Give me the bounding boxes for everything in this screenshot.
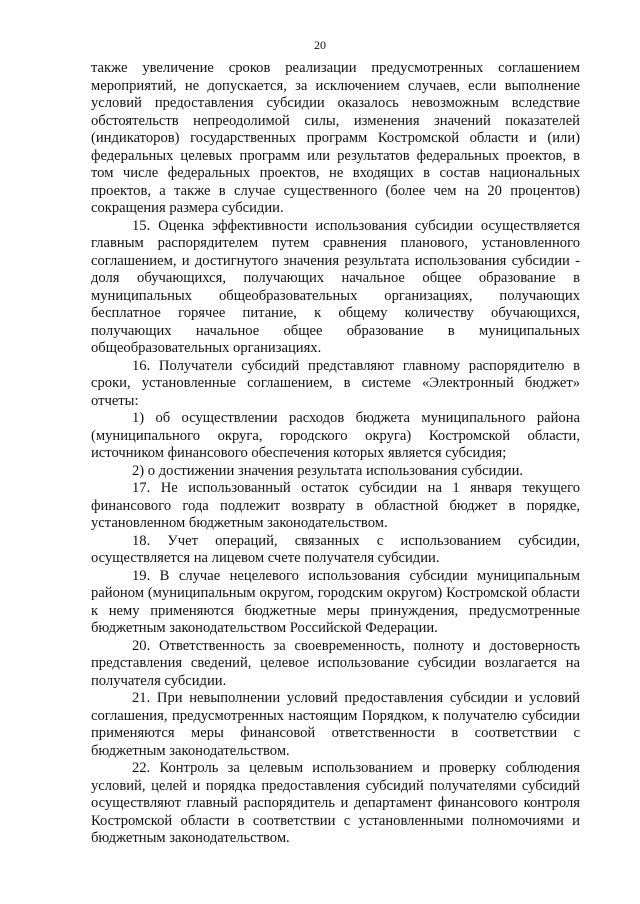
paragraph-22: 22. Контроль за целевым использованием и проверку соблюдения условий, целей и порядка предоставления субсидий получателями субсидий осуществляют главный распорядитель и департамент финансового контроля Костромской области в соответствии с установленными полномочиями и бюджетным законодательством. bbox=[91, 760, 580, 846]
page-number: 20 bbox=[314, 38, 326, 52]
paragraph-21: 21. При невыполнении условий предоставления субсидии и условий соглашения, предусмотренных настоящим Порядком, к получателю субсидии применяются меры финансовой ответственности в соответствии с бюджетным законодательством. bbox=[91, 690, 580, 759]
paragraph-16-item-1: 1) об осуществлении расходов бюджета муниципального района (муниципального округа, городского округа) Костромской области, источником финансового обеспечения которых является субсидия; bbox=[91, 410, 580, 461]
paragraph-17: 17. Не использованный остаток субсидии на 1 января текущего финансового года подлежит возврату в областной бюджет в порядке, установленном бюджетным законодательством. bbox=[91, 480, 580, 531]
paragraph-continuation: также увеличение сроков реализации предусмотренных соглашением мероприятий, не допускается, за исключением случаев, если выполнение условий предоставления субсидии оказалось невозможным вследствие обстоятельств непреодолимой силы, изменения значений показателей (индикаторов) государственных программ Костромской области и (или) федеральных целевых программ или результатов федеральных проектов, в том числе федеральных проектов, не входящих в состав национальных проектов, а также в случае существенного (более чем на 20 процентов) сокращения размера субсидии. bbox=[91, 60, 580, 216]
paragraph-16-item-2: 2) о достижении значения результата использования субсидии. bbox=[132, 462, 524, 479]
paragraph-16: 16. Получатели субсидий представляют главному распорядителю в сроки, установленные соглашением, в системе «Электронный бюджет» отчеты: bbox=[91, 357, 580, 409]
paragraph-20: 20. Ответственность за своевременность, полноту и достоверность представления сведений, целевое использование субсидии возлагается на получателя субсидии. bbox=[91, 637, 580, 689]
paragraph-19: 19. В случае нецелевого использования субсидии муниципальным районом (муниципальным округом, городским округом) Костромской области к нему применяются бюджетные меры принуждения, предусмотренные бюджетным законодательством Российской Федерации. bbox=[91, 567, 580, 636]
document-body bbox=[91, 60, 580, 848]
paragraph-18: 18. Учет операций, связанных с использованием субсидии, осуществляется на лицевом счете получателя субсидии. bbox=[91, 532, 580, 566]
paragraph-15: 15. Оценка эффективности использования субсидии осуществляется главным распорядителем путем сравнения планового, установленного соглашением, и достигнутого значения результата использования субсидии - доля обучающихся, получающих начальное общее образование в муниципальных общеобразовательных организациях, получающих бесплатное горячее питание, к общему количеству обучающихся, получающих начальное общее образование в муниципальных общеобразовательных организациях. bbox=[91, 217, 580, 356]
